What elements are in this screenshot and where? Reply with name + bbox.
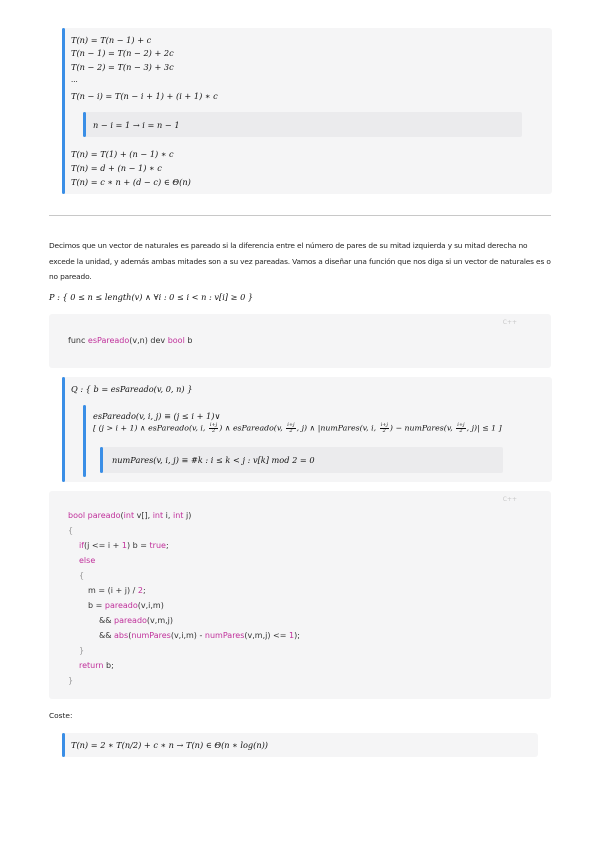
code-line-10: } <box>79 646 85 655</box>
frac-den: 2 <box>459 428 463 434</box>
code-line-12: } <box>68 676 74 685</box>
return-name: b <box>187 336 193 345</box>
definition-line-1: esPareado(v, i, j) ≡ (j ≤ i + 1)∨ <box>93 411 221 421</box>
code-line-11 <box>79 661 114 670</box>
signature-line <box>68 336 192 345</box>
frac-num: i+j <box>457 422 465 428</box>
result-line: T(n) = T(1) + (n − 1) ∗ c <box>71 149 174 159</box>
code-token: && <box>99 631 115 640</box>
type-keyword: int <box>173 511 184 520</box>
code-line-9 <box>99 631 300 640</box>
definition-line-2 <box>93 423 502 434</box>
code-token: i, <box>163 511 173 520</box>
horizontal-divider <box>49 215 551 216</box>
definition-accent-bar <box>83 405 86 477</box>
recurrence-line: T(n) = T(n − 1) + c <box>71 35 152 45</box>
bool-literal: true <box>149 541 166 550</box>
frac-den: 2 <box>289 428 293 434</box>
code-token: ; <box>165 541 169 550</box>
fraction <box>286 423 295 434</box>
recurrence-line: ... <box>71 76 78 84</box>
numpares-block <box>100 447 503 473</box>
code-token: b = <box>88 601 105 610</box>
code-token: && <box>99 616 115 625</box>
code-line-2: { <box>68 526 74 535</box>
postcondition-block <box>62 377 552 482</box>
code-line-6 <box>88 586 146 595</box>
function-params: (v,n) <box>129 336 148 345</box>
postcondition-q: Q : { b = esPareado(v, 0, n) } <box>71 384 193 394</box>
code-line-8 <box>99 616 173 625</box>
code-token: j) <box>183 511 192 520</box>
number-literal: 1 <box>121 541 127 550</box>
recurrence-block <box>62 28 552 194</box>
number-literal: 2 <box>137 586 143 595</box>
def-part: ) − numPares(v, <box>389 423 456 433</box>
recurrence-line: T(n − 1) = T(n − 2) + 2c <box>71 48 174 58</box>
nested-step-block <box>83 112 522 137</box>
numpares-definition: numPares(v, i, j) ≡ #k : i ≤ k < j : v[k] mod 2 = 0 <box>112 455 315 465</box>
code-token: b; <box>103 661 114 670</box>
description-paragraph: Decimos que un vector de naturales es pareado si la diferencia entre el número de pares de su mitad izquierda y su mitad derecha no excede la unidad, y además ambas mitades son a su vez pareadas. Vamos a diseñar una función que nos diga si un vector de naturales es o no pareado. <box>49 241 551 281</box>
func-keyword: func <box>68 336 86 345</box>
definition-block <box>83 405 543 477</box>
function-call: pareado <box>104 601 138 610</box>
cost-accent-bar <box>62 733 65 757</box>
cost-label: Coste: <box>49 711 73 720</box>
def-part: ) ∧ esPareado(v, <box>219 423 286 433</box>
fraction <box>456 423 465 434</box>
cost-formula: T(n) = 2 ∗ T(n/2) + c ∗ n → T(n) ∈ Θ(n ∗ log(n)) <box>71 740 268 750</box>
code-language-label: C++ <box>502 496 517 503</box>
return-keyword: return <box>79 661 104 670</box>
frac-den: 2 <box>211 428 216 434</box>
nested-accent-bar <box>83 112 86 137</box>
def-part: , j) ∧ |numPares(v, i, <box>296 423 379 433</box>
type-keyword: int <box>152 511 164 520</box>
code-token: ( <box>120 511 124 520</box>
function-call: numPares <box>204 631 245 640</box>
code-token: v[], <box>134 511 153 520</box>
nested-step-text: n − i = 1 → i = n − 1 <box>93 120 180 130</box>
result-line: T(n) = d + (n − 1) ∗ c <box>71 163 162 173</box>
function-call: pareado <box>114 616 147 625</box>
fraction <box>380 423 389 434</box>
code-token: ) b = <box>127 541 150 550</box>
frac-num: i+j <box>380 422 388 428</box>
code-line-3 <box>79 541 169 550</box>
number-literal: 1 <box>288 631 295 640</box>
code-line-4: else <box>79 556 96 565</box>
def-part: , j)| ≤ 1 ] <box>466 423 502 433</box>
function-call: numPares <box>131 631 171 640</box>
numpares-accent-bar <box>100 447 103 473</box>
code-token: (v,m,j) <= <box>244 631 289 640</box>
result-line: T(n) = c ∗ n + (d − c) ∈ Θ(n) <box>71 177 191 187</box>
type-keyword: int <box>123 511 135 520</box>
signature-code-block <box>49 314 551 368</box>
postcondition-accent-bar <box>62 377 65 482</box>
function-name: pareado <box>87 511 121 520</box>
return-type: bool <box>167 336 185 345</box>
dev-keyword: dev <box>150 336 166 345</box>
code-token: (v,m,j) <box>146 616 173 625</box>
code-token: ); <box>294 631 300 640</box>
recurrence-line: T(n − i) = T(n − i + 1) + (i + 1) ∗ c <box>71 91 218 101</box>
frac-num: i+j <box>209 422 218 428</box>
code-language-label: C++ <box>502 319 517 326</box>
code-token: (v,i,m) <box>137 601 164 610</box>
frac-num: i+j <box>287 422 295 428</box>
code-line-7 <box>88 601 164 610</box>
def-part: [ (j > i + 1) ∧ esPareado(v, i, <box>93 423 208 433</box>
code-token: ( <box>128 631 132 640</box>
code-token: (j <= i + <box>84 541 122 550</box>
code-token: ; <box>142 586 146 595</box>
recurrence-line: T(n − 2) = T(n − 3) + 3c <box>71 62 174 72</box>
cost-block <box>62 733 538 757</box>
code-token: m = (i + j) / <box>88 586 138 595</box>
type-keyword: bool <box>68 511 86 520</box>
code-line-5: { <box>79 571 85 580</box>
function-name: esPareado <box>87 336 130 345</box>
code-line-1 <box>68 511 191 520</box>
if-keyword: if <box>79 541 85 550</box>
code-token: (v,i,m) - <box>170 631 205 640</box>
precondition: P : { 0 ≤ n ≤ length(v) ∧ ∀i : 0 ≤ i < n : v[i] ≥ 0 } <box>49 292 254 302</box>
function-call: abs <box>114 631 129 640</box>
frac-den: 2 <box>382 428 386 434</box>
recurrence-accent-bar <box>62 28 65 194</box>
implementation-code-block <box>49 491 551 699</box>
fraction <box>209 423 218 434</box>
